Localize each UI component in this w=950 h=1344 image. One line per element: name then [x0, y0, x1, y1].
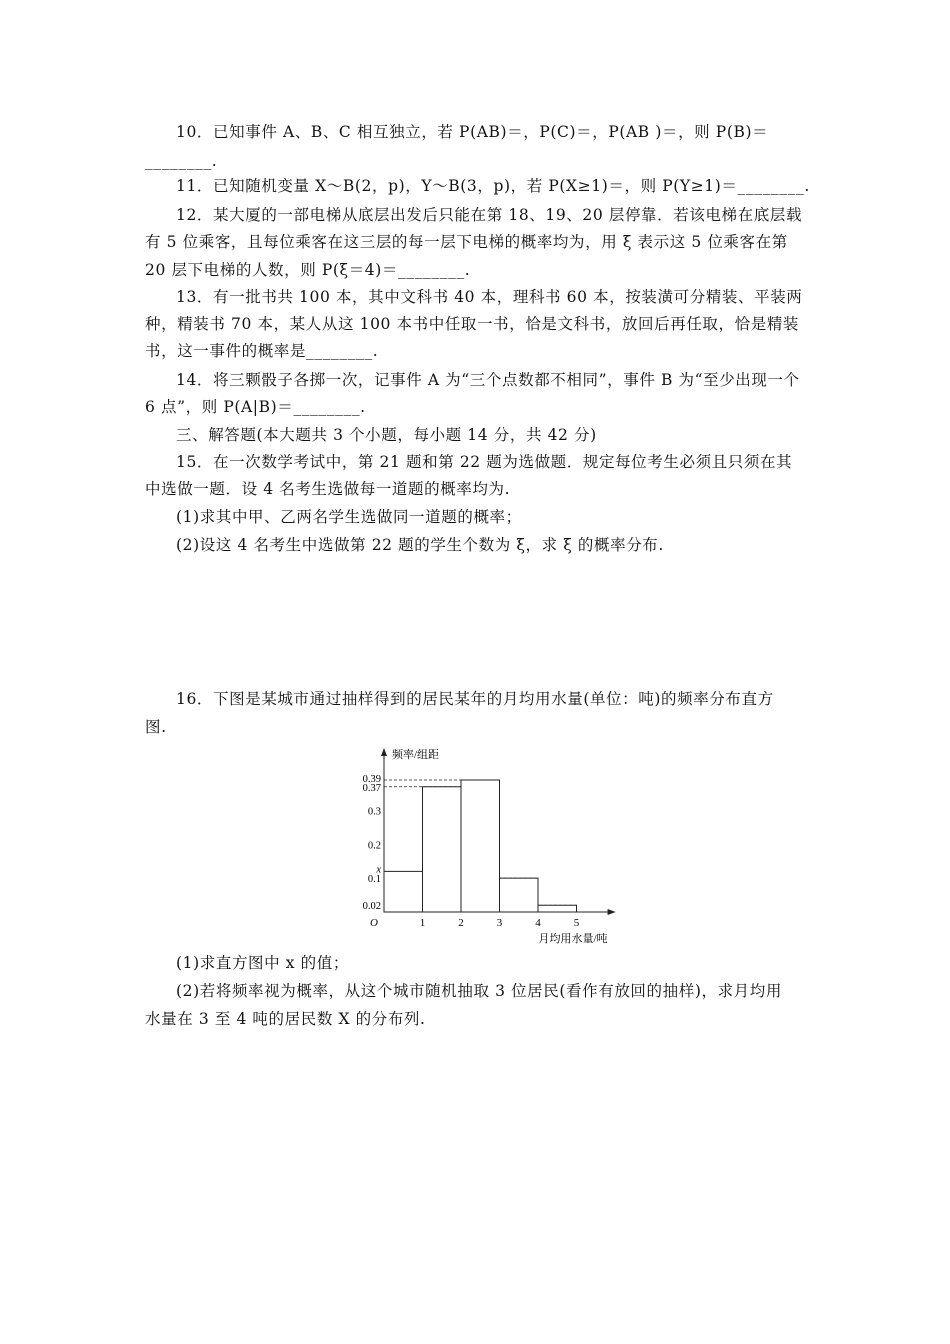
question-10-line-2: ________. [145, 152, 218, 170]
x-tick-label: 5 [573, 917, 580, 929]
y-tick-label: 0.3 [367, 806, 381, 818]
question-16-line-2: 图. [145, 718, 167, 736]
question-10-line-1: 10．已知事件 A、B、C 相互独立，若 P(AB)＝，P(C)＝，P(AB )＝，则 P(B)＝ [176, 123, 769, 141]
question-14-line-2: 6 点”，则 P(A|B)＝________. [145, 398, 366, 416]
y-tick-label: 0.02 [362, 901, 381, 913]
histogram-bar [538, 905, 577, 912]
y-tick-label: 0.2 [367, 840, 381, 852]
y-tick-label: 0.1 [367, 874, 381, 886]
y-tick-label: x [376, 864, 381, 876]
y-axis-label: 频率/组距 [392, 749, 440, 761]
question-13-line-3: 书，这一事件的概率是________. [145, 342, 379, 360]
question-12-line-3: 20 层下电梯的人数，则 P(ξ＝4)＝________. [145, 261, 471, 279]
section-3-heading: 三、解答题(本大题共 3 个小题，每小题 14 分，共 42 分) [176, 426, 597, 444]
question-15-line-2: 中选做一题．设 4 名考生选做每一道题的概率均为. [145, 480, 511, 498]
question-13-line-1: 13．有一批书共 100 本，其中文科书 40 本，理科书 60 本，按装潢可分精装、平装两 [176, 288, 803, 306]
histogram-bar [423, 787, 462, 912]
frequency-histogram [340, 740, 640, 950]
x-tick-label: 1 [419, 917, 426, 929]
x-axis-arrow [608, 909, 616, 915]
y-tick-label: 0.39 [362, 774, 381, 785]
question-16-part-2-line-2: 水量在 3 至 4 吨的居民数 X 的分布列. [145, 1010, 426, 1028]
question-12-line-1: 12．某大厦的一部电梯从底层出发后只能在第 18、19、20 层停靠．若该电梯在底层载 [176, 206, 803, 224]
origin-label: O [370, 917, 378, 929]
y-tick-label: 0.37 [362, 782, 381, 794]
x-axis-label: 月均用水量/吨 [538, 933, 608, 945]
question-16-line-1: 16．下图是某城市通过抽样得到的居民某年的月均用水量(单位：吨)的频率分布直方 [176, 690, 774, 708]
question-11: 11．已知随机变量 X～B(2，p)，Y～B(3，p)，若 P(X≥1)＝，则 P(Y≥1)＝________. [176, 177, 810, 195]
y-axis-arrow [381, 748, 387, 756]
x-tick-label: 2 [458, 917, 464, 929]
histogram-bar [500, 878, 539, 912]
histogram-bar [384, 871, 423, 912]
question-16-part-1: (1)求直方图中 x 的值； [176, 954, 349, 972]
x-tick-label: 3 [496, 917, 503, 929]
question-14-line-1: 14．将三颗骰子各掷一次，记事件 A 为“三个点数都不相同”，事件 B 为“至少出现一个 [176, 371, 800, 389]
question-16-part-2-line-1: (2)若将频率视为概率，从这个城市随机抽取 3 位居民(看作有放回的抽样)，求月均用 [176, 982, 782, 1000]
question-15-line-1: 15．在一次数学考试中，第 21 题和第 22 题为选做题．规定每位考生必须且只须在其 [176, 453, 793, 471]
question-15-part-1: (1)求其中甲、乙两名学生选做同一道题的概率； [176, 508, 522, 526]
x-tick-label: 4 [535, 917, 541, 929]
histogram-bar [461, 780, 500, 912]
question-15-part-2: (2)设这 4 名考生中选做第 22 题的学生个数为 ξ，求 ξ 的概率分布. [176, 536, 664, 554]
question-12-line-2: 有 5 位乘客，且每位乘客在这三层的每一层下电梯的概率均为，用 ξ 表示这 5 位乘客在第 [145, 233, 788, 251]
question-13-line-2: 种，精装书 70 本，某人从这 100 本书中任取一书，恰是文科书，放回后再任取，恰是精装 [145, 315, 800, 333]
